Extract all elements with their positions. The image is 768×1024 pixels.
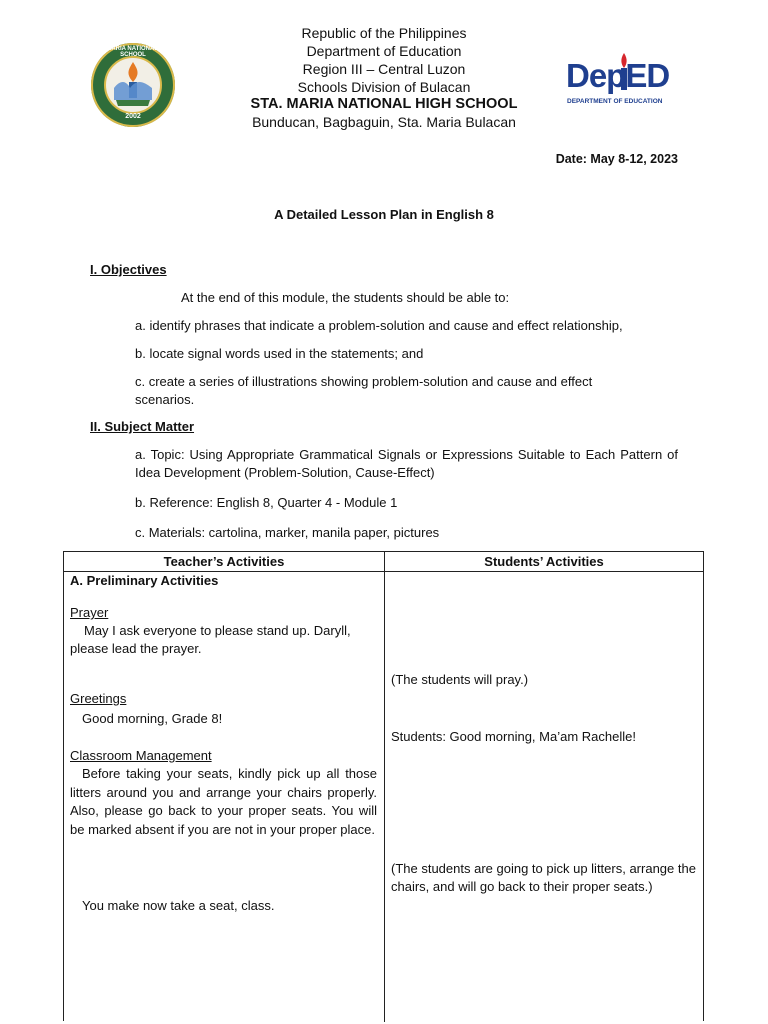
subject-topic: a. Topic: Using Appropriate Grammatical Signals or Expressions Suitable to Each Pattern of Idea Development (Problem-Solution, Cause-Effect) xyxy=(135,447,678,480)
classroom-management-heading: Classroom Management xyxy=(70,748,212,763)
lesson-title: A Detailed Lesson Plan in English 8 xyxy=(274,207,494,222)
greetings-response: Students: Good morning, Ma’am Rachelle! xyxy=(391,729,636,744)
subject-materials: c. Materials: cartolina, marker, manila paper, pictures xyxy=(135,525,440,540)
classroom-management-text: Before taking your seats, kindly pick up all those litters around you and arrange your chairs properly. Also, please go back to your proper seats. You will be marked absent if you are not in your proper place. xyxy=(70,766,377,837)
header-department: Department of Education xyxy=(306,43,462,59)
prayer-response: (The students will pray.) xyxy=(391,672,529,687)
seal-text: STA. MARIA NATIONAL HIGH SCHOOL xyxy=(91,46,175,58)
deped-logo-subtext: DEPARTMENT OF EDUCATION xyxy=(567,98,663,105)
classroom-management-response: (The students are going to pick up litters, arrange the chairs, and will go back to their proper seats.) xyxy=(391,861,696,894)
objective-c: c. create a series of illustrations showing problem-solution and cause and effect scenarios. xyxy=(135,374,593,407)
objective-b: b. locate signal words used in the statements; and xyxy=(135,346,424,361)
school-address: Bunducan, Bagbaguin, Sta. Maria Bulacan xyxy=(252,114,516,130)
subject-matter-heading: II. Subject Matter xyxy=(90,419,195,434)
deped-logo-text: DepED xyxy=(566,57,670,94)
header-region: Region III – Central Luzon xyxy=(302,61,466,77)
seat-instruction-text: You make now take a seat, class. xyxy=(82,898,275,913)
column-header-students: Students’ Activities xyxy=(484,554,604,569)
subject-reference: b. Reference: English 8, Quarter 4 - Module 1 xyxy=(135,495,398,510)
section-preliminary-activities: A. Preliminary Activities xyxy=(70,573,219,588)
seal-year: 2002 xyxy=(125,113,141,120)
prayer-heading: Prayer xyxy=(70,605,109,620)
header-division: Schools Division of Bulacan xyxy=(297,79,471,95)
objectives-intro: At the end of this module, the students should be able to: xyxy=(181,290,510,305)
school-name: STA. MARIA NATIONAL HIGH SCHOOL xyxy=(250,96,518,112)
objectives-heading: I. Objectives xyxy=(90,262,167,277)
table-header-row xyxy=(64,552,703,572)
greetings-text: Good morning, Grade 8! xyxy=(82,711,223,726)
prayer-text: May I ask everyone to please stand up. Daryll, please lead the prayer. xyxy=(70,623,351,656)
school-seal-logo xyxy=(90,42,176,128)
header-republic: Republic of the Philippines xyxy=(301,25,467,41)
deped-logo xyxy=(566,50,684,110)
activities-table xyxy=(63,551,704,1021)
lesson-date: Date: May 8-12, 2023 xyxy=(555,152,678,166)
column-header-teacher: Teacher’s Activities xyxy=(163,554,285,569)
greetings-heading: Greetings xyxy=(70,691,127,706)
column-divider xyxy=(384,552,385,1022)
objective-a: a. identify phrases that indicate a problem-solution and cause and effect relationship, xyxy=(135,318,623,333)
